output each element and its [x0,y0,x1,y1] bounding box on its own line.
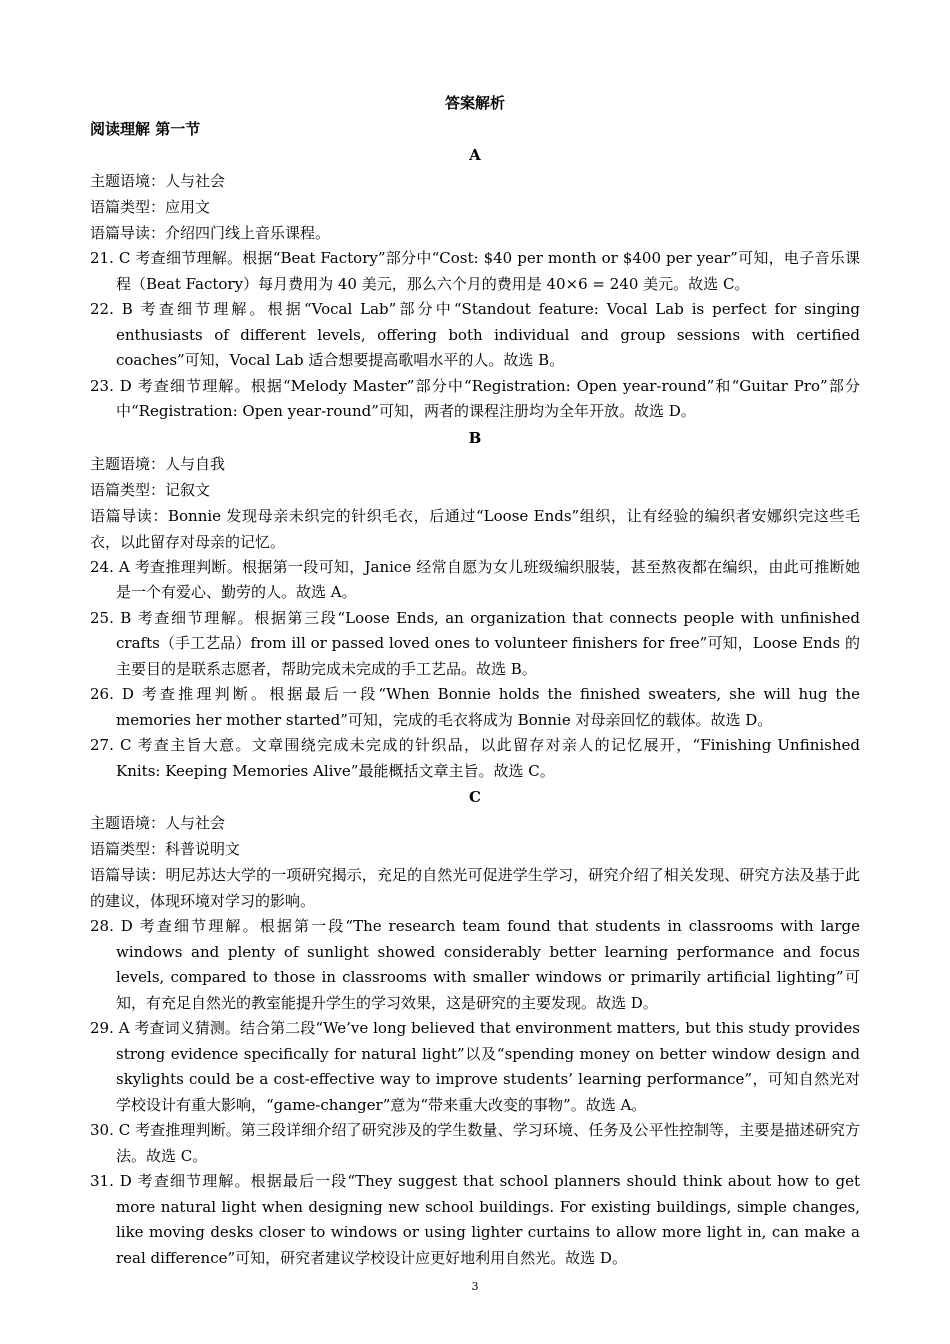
part-letter: C [469,788,481,806]
question-explanation: 24. A 考查推理判断。根据第一段可知，Janice 经常自愿为女儿班级编织服装，甚至熬夜都在编织，由此可推断她是一个有爱心、勤劳的人。故选 A。 [90,557,860,601]
text-type: 语篇类型：应用文 [90,198,211,216]
text-guide: 语篇导读：介绍四门线上音乐课程。 [90,224,331,242]
question-explanation: 28. D 考查细节理解。根据第一段“The research team found that students in classrooms with large windows and plenty of sunlight showed considerably better learning performance and focus levels, compared to those in classrooms with smaller windows or primarily artificial lighting”可知，有充足自然光的教室能提升学生的学习效果，这是研究的主要发现。故选 D。 [90,917,860,1012]
text-type: 语篇类型：记叙文 [90,480,211,499]
text-type: 语篇类型：科普说明文 [90,840,241,858]
question-explanation: 22. B 考查细节理解。根据“Vocal Lab”部分中“Standout feature: Vocal Lab is perfect for singing enthusiasts of different levels, offering both individual and group sessions with certified coaches”可知，Vocal Lab 适合想要提高歌唱水平的人。故选 B。 [90,300,860,369]
theme-context: 主题语境：人与社会 [90,814,226,832]
question-explanation: 31. D 考查细节理解。根据最后一段“They suggest that school planners should think about how to get more natural light when designing new school buildings. For existing buildings, simple changes, like moving desks closer to windows or using lighter curtains to allow more light in, can make a real difference”可知，研究者建议学校设计应更好地利用自然光。故选 D。 [90,1172,860,1267]
theme-context: 主题语境：人与自我 [90,454,226,473]
answer-page [90,90,860,1271]
page-title: 答案解析 [444,94,505,112]
part-letter: B [468,428,482,447]
question-explanation: 30. C 考查推理判断。第三段详细介绍了研究涉及的学生数量、学习环境、任务及公平性控制等，主要是描述研究方法。故选 C。 [90,1121,860,1165]
question-explanation: 27. C 考查主旨大意。文章围绕完成未完成的针织品，以此留存对亲人的记忆展开，“Finishing Unfinished Knits: Keeping Memories Alive”最能概括文章主旨。故选 C。 [90,736,860,780]
text-guide: 语篇导读：明尼苏达大学的一项研究揭示，充足的自然光可促进学生学习，研究介绍了相关发现、研究方法及基于此的建议，体现环境对学习的影响。 [90,866,860,910]
question-explanation: 26. D 考查推理判断。根据最后一段“When Bonnie holds the finished sweaters, she will hug the memories her mother started”可知，完成的毛衣将成为 Bonnie 对母亲回忆的载体。故选 D。 [90,685,860,729]
section-heading: 阅读理解 第一节 [90,120,201,138]
question-explanation: 25. B 考查细节理解。根据第三段“Loose Ends, an organization that connects people with unfinished crafts（手工艺品）from ill or passed loved ones to volunteer finishers for free”可知，Loose Ends 的主要目的是联系志愿者，帮助完成未完成的手工艺品。故选 B。 [90,608,860,678]
theme-context: 主题语境：人与社会 [90,172,226,190]
question-explanation: 21. C 考查细节理解。根据“Beat Factory”部分中“Cost: $40 per month or $400 per year”可知，电子音乐课程（Beat Factory）每月费用为 40 美元，那么六个月的费用是 40×6 = 240 美元。故选 C。 [90,249,860,293]
page-number: 3 [471,1280,479,1293]
part-b [90,425,860,785]
question-explanation: 23. D 考查细节理解。根据“Melody Master”部分中“Registration: Open year-round”和“Guitar Pro”部分中“Registration: Open year-round”可知，两者的课程注册均为全年开放。故选 D。 [90,376,860,420]
question-explanation: 29. A 考查词义猜测。结合第二段“We’ve long believed that environment matters, but this study provides strong evidence specifically for natural light”以及“spending money on better window design and skylights could be a cost-effective way to improve students’ learning performance”，可知自然光对学校设计有重大影响，“game-changer”意为“带来重大改变的事物”。故选 A。 [90,1019,860,1114]
part-c [90,784,860,1271]
part-a [90,142,860,425]
part-letter: A [469,146,481,164]
text-guide: 语篇导读：Bonnie 发现母亲未织完的针织毛衣，后通过“Loose Ends”组织，让有经验的编织者安娜织完这些毛衣，以此留存对母亲的记忆。 [90,506,860,551]
